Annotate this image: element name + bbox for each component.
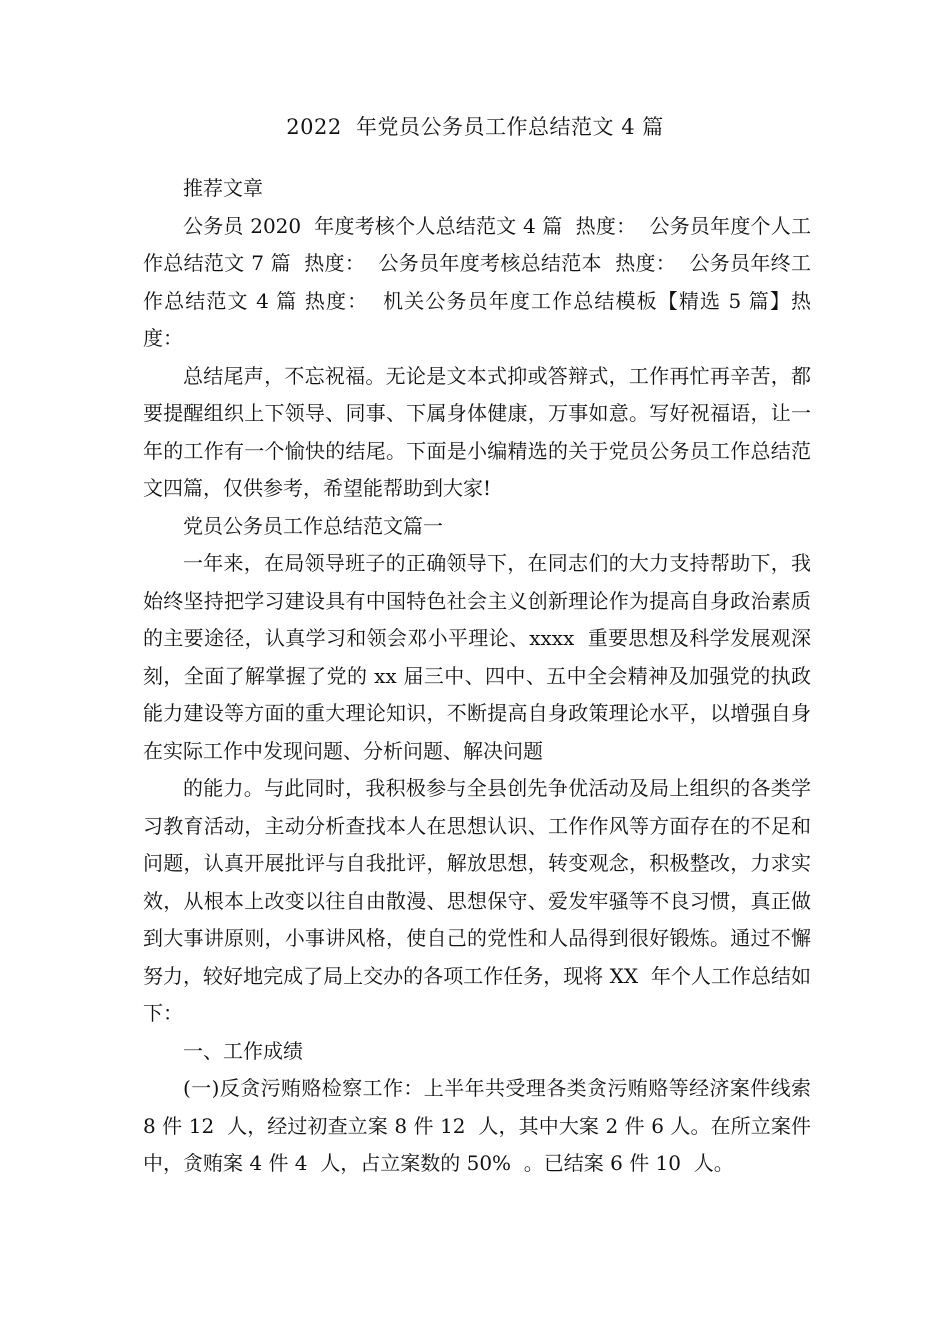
intro-paragraph: 总结尾声，不忘祝福。无论是文本式抑或答辩式，工作再忙再辛苦，都要提醒组织上下领导、同事、下属身体健康，万事如意。写好祝福语，让一年的工作有一个愉快的结尾。下面是小编精选的关于党员公务员工作总结范文四篇，仅供参考，希望能帮助到大家! — [143, 363, 811, 500]
document-title: 2022 年党员公务员工作总结范文 4 篇 — [286, 115, 664, 139]
body-paragraph: 的能力。与此同时，我积极参与全县创先争优活动及局上组织的各类学习教育活动，主动分析查找本人在思想认识、工作作风等方面存在的不足和问题，认真开展批评与自我批评，解放思想，转变观念，积极整改，力求实效，从根本上改变以往自由散漫、思想保守、爱发牢骚等不良习惯，真正做到大事讲原则，小事讲风格，使自己的党性和人品得到很好锻炼。通过不懈努力，较好地完成了局上交办的各项工作任务，现将 XX 年个人工作总结如下： — [143, 776, 811, 1025]
body-paragraph: (一)反贪污贿赂检察工作：上半年共受理各类贪污贿赂等经济案件线索 8 件 12 人，经过初查立案 8 件 12 人，其中大案 2 件 6 人。在所立案件中，贪贿案 4 件 4 人，占立案数的 50% 。已结案 6 件 10 人。 — [143, 1076, 818, 1175]
recommended-articles-list: 公务员 2020 年度考核个人总结范文 4 篇 热度： 公务员年度个人工作总结范文 7 篇 热度： 公务员年度考核总结范本 热度： 公务员年终工作总结范文 4 篇 热度： 机关公务员年度工作总结模板【精选 5 篇】热度： — [143, 213, 811, 350]
document-body — [143, 170, 818, 1183]
section-heading-work-results: 一、工作成绩 — [183, 1038, 303, 1063]
section-heading-article-one: 党员公务员工作总结范文篇一 — [183, 513, 443, 538]
recommended-articles-heading: 推荐文章 — [183, 176, 263, 200]
body-paragraph: 一年来，在局领导班子的正确领导下，在同志们的大力支持帮助下，我始终坚持把学习建设具有中国特色社会主义创新理论作为提高自身政治素质的主要途径，认真学习和领会邓小平理论、xxxx 重要思想及科学发展观深刻，全面了解掌握了党的 xx 届三中、四中、五中全会精神及加强党的执政能力建设等方面的重大理论知识，不断提高自身政策理论水平，以增强自身在实际工作中发现问题、分析问题、解决问题 — [143, 551, 811, 763]
